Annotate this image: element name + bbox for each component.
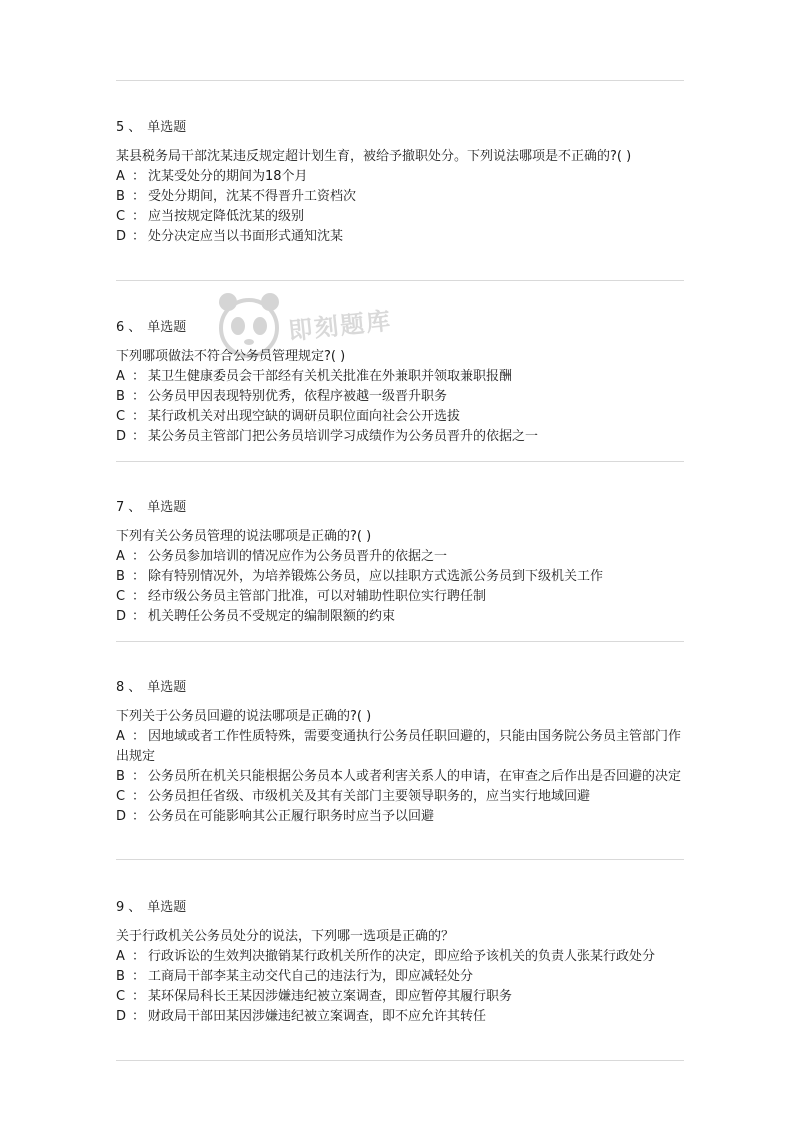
option-letter: A [116,549,125,564]
option-text: 除有特别情况外，为培养锻炼公务员，应以挂职方式选派公务员到下级机关工作 [148,569,604,584]
option-c[interactable] [116,587,688,607]
option-b[interactable] [116,967,688,987]
option-letter: D [116,609,127,624]
option-a[interactable] [116,547,688,567]
question-header [116,898,688,918]
question-stem: 关于行政机关公务员处分的说法，下列哪一选项是正确的？ [116,929,455,944]
option-colon: ： [132,989,146,1004]
option-text: 经市级公务员主管部门批准，可以对辅助性职位实行聘任制 [148,589,487,604]
option-c[interactable] [116,207,688,227]
option-colon: ： [132,169,146,184]
divider [116,641,684,642]
option-d[interactable] [116,807,688,827]
option-letter: D [116,1009,127,1024]
option-colon: ： [132,549,146,564]
option-colon: ： [132,369,146,384]
question-number: 6 [116,320,125,335]
option-letter: D [116,809,127,824]
option-letter: D [116,229,127,244]
question-type: 单选题 [147,500,187,515]
question-7 [116,498,688,627]
option-text: 财政局干部田某因涉嫌违纪被立案调查，即不应允许其转任 [148,1009,487,1024]
option-a[interactable] [116,167,688,187]
option-text: 公务员甲因表现特别优秀，依程序被越一级晋升职务 [148,389,448,404]
option-b[interactable] [116,387,688,407]
option-text: 受处分期间，沈某不得晋升工资档次 [148,189,357,204]
watermark-text: 即刻题库 [287,306,394,346]
option-letter: C [116,589,126,604]
option-colon: ： [132,949,146,964]
question-stem: 下列有关公务员管理的说法哪项是正确的?( ) [116,529,372,544]
option-colon: ： [132,209,146,224]
divider [116,461,684,462]
option-text: 应当按规定降低沈某的级别 [148,209,305,224]
question-8 [116,678,688,827]
question-separator: 、 [128,320,142,335]
question-type: 单选题 [147,320,187,335]
option-d[interactable] [116,607,688,627]
option-text: 行政诉讼的生效判决撤销某行政机关所作的决定，即应给予该机关的负责人张某行政处分 [148,949,656,964]
option-colon: ： [132,609,146,624]
question-number: 8 [116,680,125,695]
option-colon: ： [132,569,146,584]
option-text: 公务员担任省级、市级机关及其有关部门主要领导职务的，应当实行地域回避 [148,789,591,804]
question-header [116,678,688,698]
option-d[interactable] [116,227,688,247]
question-stem: 下列关于公务员回避的说法哪项是正确的?( ) [116,709,372,724]
option-c[interactable] [116,787,688,807]
option-letter: B [116,769,125,784]
option-colon: ： [132,1009,146,1024]
question-stem: 下列哪项做法不符合公务员管理规定?( ) [116,349,346,364]
option-colon: ： [132,409,146,424]
option-letter: A [116,949,125,964]
question-separator: 、 [128,900,142,915]
option-text: 公务员所在机关只能根据公务员本人或者利害关系人的申请，在审查之后作出是否回避的决定 [148,769,682,784]
option-text: 某公务员主管部门把公务员培训学习成绩作为公务员晋升的依据之一 [148,429,539,444]
question-type: 单选题 [147,120,187,135]
question-number: 5 [116,120,125,135]
option-colon: ： [132,769,146,784]
option-letter: A [116,729,125,744]
option-letter: B [116,569,125,584]
option-c[interactable] [116,987,688,1007]
question-header [116,318,688,338]
question-stem: 某县税务局干部沈某违反规定超计划生育，被给予撤职处分。下列说法哪项是不正确的?( ) [116,149,632,164]
option-letter: C [116,409,126,424]
option-b[interactable] [116,187,688,207]
option-d[interactable] [116,427,688,447]
divider-bottom [116,1060,684,1061]
question-separator: 、 [128,680,142,695]
question-type: 单选题 [147,900,187,915]
option-colon: ： [132,429,146,444]
option-colon: ： [132,189,146,204]
option-letter: B [116,189,125,204]
option-text: 处分决定应当以书面形式通知沈某 [148,229,344,244]
option-colon: ： [132,229,146,244]
option-letter: A [116,169,125,184]
option-text: 公务员在可能影响其公正履行职务时应当予以回避 [148,809,435,824]
option-text: 公务员参加培训的情况应作为公务员晋升的依据之一 [148,549,448,564]
option-a[interactable] [116,947,688,967]
option-text: 某卫生健康委员会干部经有关机关批准在外兼职并领取兼职报酬 [148,369,513,384]
option-letter: C [116,789,126,804]
option-b[interactable] [116,567,688,587]
option-colon: ： [132,969,146,984]
option-text: 沈某受处分的期间为18个月 [148,169,308,184]
question-separator: 、 [128,500,142,515]
option-a[interactable] [116,367,688,387]
divider [116,859,684,860]
option-letter: B [116,969,125,984]
option-b[interactable] [116,767,688,787]
question-9 [116,898,688,1027]
option-text: 某行政机关对出现空缺的调研员职位面向社会公开选拔 [148,409,461,424]
option-a[interactable] [116,727,688,767]
option-colon: ： [132,809,146,824]
option-text: 某环保局科长王某因涉嫌违纪被立案调查，即应暂停其履行职务 [148,989,513,1004]
option-letter: C [116,209,126,224]
option-letter: C [116,989,126,1004]
option-colon: ： [132,389,146,404]
option-c[interactable] [116,407,688,427]
question-5 [116,118,688,247]
question-number: 9 [116,900,125,915]
question-header [116,498,688,518]
option-colon: ： [132,589,146,604]
question-6 [116,318,688,447]
divider [116,280,684,281]
option-text: 因地域或者工作性质特殊，需要变通执行公务员任职回避的，只能由国务院公务员主管部门作出规定 [116,729,682,764]
option-letter: B [116,389,125,404]
option-text: 工商局干部李某主动交代自己的违法行为，即应减轻处分 [148,969,474,984]
option-colon: ： [132,789,146,804]
question-header [116,118,688,138]
option-colon: ： [132,729,146,744]
question-number: 7 [116,500,125,515]
option-letter: D [116,429,127,444]
question-type: 单选题 [147,680,187,695]
option-letter: A [116,369,125,384]
option-d[interactable] [116,1007,688,1027]
question-separator: 、 [128,120,142,135]
divider-top [116,80,684,81]
option-text: 机关聘任公务员不受规定的编制限额的约束 [148,609,396,624]
